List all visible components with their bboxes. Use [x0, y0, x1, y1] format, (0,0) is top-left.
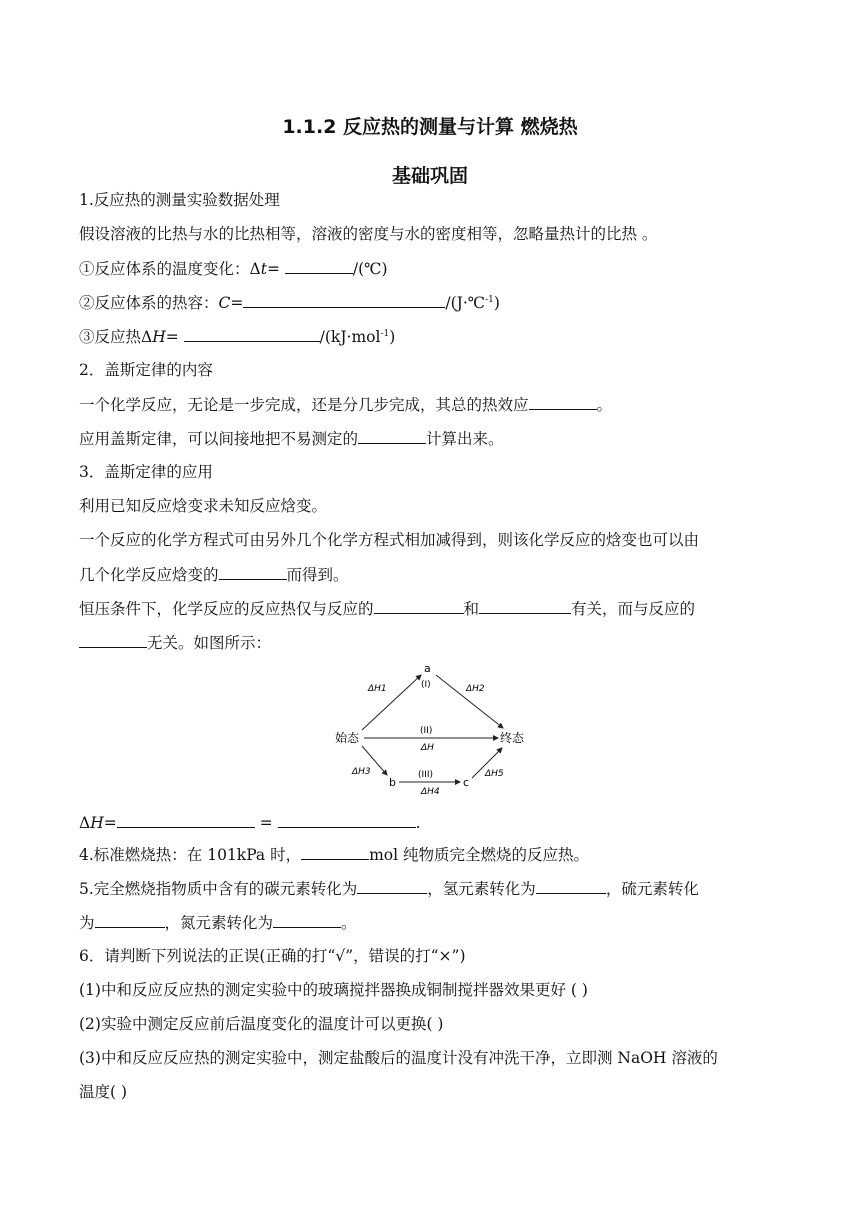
- s3-line3-end: 而得到。: [286, 566, 349, 584]
- item2-sup: -1: [485, 294, 494, 305]
- blank[interactable]: [374, 598, 464, 614]
- dH4-label: ΔH4: [421, 787, 440, 797]
- s5-text-e: ，氮元素转化为: [164, 914, 274, 932]
- blank[interactable]: [273, 912, 341, 928]
- item1-prefix: ①反应体系的温度变化：Δ: [79, 260, 261, 278]
- item1-eq: =: [266, 260, 285, 278]
- s3-line4-text: 恒压条件下，化学反应的反应热仅与反应的: [79, 600, 374, 618]
- blank[interactable]: [95, 912, 165, 928]
- dH2-label: ΔH2: [466, 684, 485, 694]
- s3-line3: [79, 564, 349, 585]
- hess-law-diagram: [332, 660, 532, 800]
- blank[interactable]: [243, 292, 445, 308]
- eq-sign-2: =: [254, 814, 278, 832]
- s6-question-1: (1)中和反应反应热的测定实验中的玻璃搅拌器换成铜制搅拌器效果更好 ( ): [79, 981, 588, 999]
- blank[interactable]: [301, 844, 369, 860]
- s2-heading: 2．盖斯定律的内容: [79, 361, 213, 379]
- item3-unit: /(kJ·mol: [319, 328, 381, 346]
- route-3-label: (III): [418, 770, 433, 780]
- item2-var: C: [218, 294, 231, 312]
- s1-item2: [79, 292, 500, 313]
- s5-text-c: ，硫元素转化: [605, 880, 699, 898]
- dH-label: ΔH: [421, 743, 434, 753]
- s3-line5: [79, 632, 271, 653]
- s6-question-3-cont: 温度( ): [79, 1083, 128, 1101]
- blank[interactable]: [278, 812, 416, 828]
- s2-line2: [79, 428, 504, 449]
- blank[interactable]: [529, 394, 597, 410]
- s2-line1-end: 。: [596, 396, 613, 414]
- s3-line5-text: 无关。如图所示：: [147, 634, 272, 652]
- s5-text-d: 为: [79, 914, 95, 932]
- eq-prefix: Δ: [79, 814, 91, 832]
- dh-equation: [79, 812, 421, 833]
- blank[interactable]: [479, 598, 571, 614]
- page-title: 1.1.2 反应热的测量与计算 燃烧热: [282, 116, 578, 138]
- arrow-a-to-end: [436, 675, 503, 728]
- blank[interactable]: [285, 258, 353, 274]
- eq-var: H: [90, 814, 104, 832]
- s6-question-2: (2)实验中测定反应前后温度变化的温度计可以更换( ): [79, 1015, 444, 1033]
- s3-line4: [79, 598, 695, 619]
- s3-line2: 一个反应的化学方程式可由另外几个化学方程式相加减得到，则该化学反应的焓变也可以由: [79, 531, 700, 549]
- s6-heading: 6．请判断下列说法的正误(正确的打“√”，错误的打“×”): [79, 947, 466, 965]
- s1-assumption: 假设溶液的比热与水的比热相等，溶液的密度与水的密度相等，忽略量热计的比热 。: [79, 225, 658, 243]
- eq-end: .: [415, 814, 421, 832]
- s1-item3: [79, 326, 395, 347]
- item3-prefix: ③反应热Δ: [79, 328, 153, 346]
- blank[interactable]: [219, 564, 287, 580]
- s2-line1: [79, 394, 612, 415]
- s1-heading: 1.反应热的测量实验数据处理: [79, 191, 280, 209]
- s2-line2-text: 应用盖斯定律，可以间接地把不易测定的: [79, 430, 359, 448]
- s4-line: [79, 844, 589, 865]
- s4-text-a: 4.标准燃烧热：在 101kPa 时，: [79, 846, 302, 864]
- item3-eq: =: [165, 328, 184, 346]
- s6-question-3: (3)中和反应反应热的测定实验中，测定盐酸后的温度计没有冲洗干净，立即测 NaOH 溶液的: [79, 1049, 718, 1067]
- route-2-label: (II): [420, 726, 433, 736]
- s2-line2-end: 计算出来。: [426, 430, 504, 448]
- s1-item1: [79, 258, 388, 279]
- s5-text-b: ，氢元素转化为: [427, 880, 536, 898]
- blank[interactable]: [358, 428, 426, 444]
- s3-line3-text: 几个化学反应焓变的: [79, 566, 219, 584]
- blank[interactable]: [357, 878, 427, 894]
- s5-line1: [79, 878, 699, 899]
- item1-var: t: [260, 260, 267, 278]
- s3-heading: 3．盖斯定律的应用: [79, 463, 213, 481]
- node-b: b: [389, 776, 396, 789]
- item3-close: ): [389, 328, 396, 346]
- node-start: 始态: [335, 731, 360, 745]
- s2-line1-text: 一个化学反应，无论是一步完成，还是分几步完成，其总的热效应: [79, 396, 529, 414]
- node-a: a: [424, 662, 431, 675]
- item2-close: ): [493, 294, 500, 312]
- s3-line4-and: 和: [463, 600, 480, 618]
- item1-unit: /(℃): [352, 260, 388, 278]
- item2-unit: /(J·℃: [445, 294, 486, 312]
- dH5-label: ΔH5: [485, 769, 504, 779]
- dH1-label: ΔH1: [368, 684, 387, 694]
- blank[interactable]: [117, 812, 255, 828]
- item2-eq: =: [230, 294, 244, 312]
- item3-sup: -1: [380, 328, 390, 339]
- node-c: c: [463, 776, 470, 789]
- blank[interactable]: [184, 326, 320, 342]
- s5-text-f: 。: [341, 914, 357, 932]
- blank[interactable]: [536, 878, 606, 894]
- item3-var: H: [152, 328, 166, 346]
- blank[interactable]: [79, 632, 147, 648]
- s5-text-a: 5.完全燃烧指物质中含有的碳元素转化为: [79, 880, 358, 898]
- dH3-label: ΔH3: [352, 767, 371, 777]
- node-end: 终态: [500, 731, 525, 745]
- s5-line2: [79, 912, 357, 933]
- route-1-label: (I): [421, 680, 431, 690]
- section-heading: 基础巩固: [391, 165, 468, 187]
- s4-text-b: mol 纯物质完全燃烧的反应热。: [369, 846, 590, 864]
- eq-sign-1: =: [103, 814, 117, 832]
- s3-line4-end: 有关，而与反应的: [571, 600, 696, 618]
- s3-line1: 利用已知反应焓变求未知反应焓变。: [79, 497, 328, 515]
- item2-prefix: ②反应体系的热容：: [79, 294, 219, 312]
